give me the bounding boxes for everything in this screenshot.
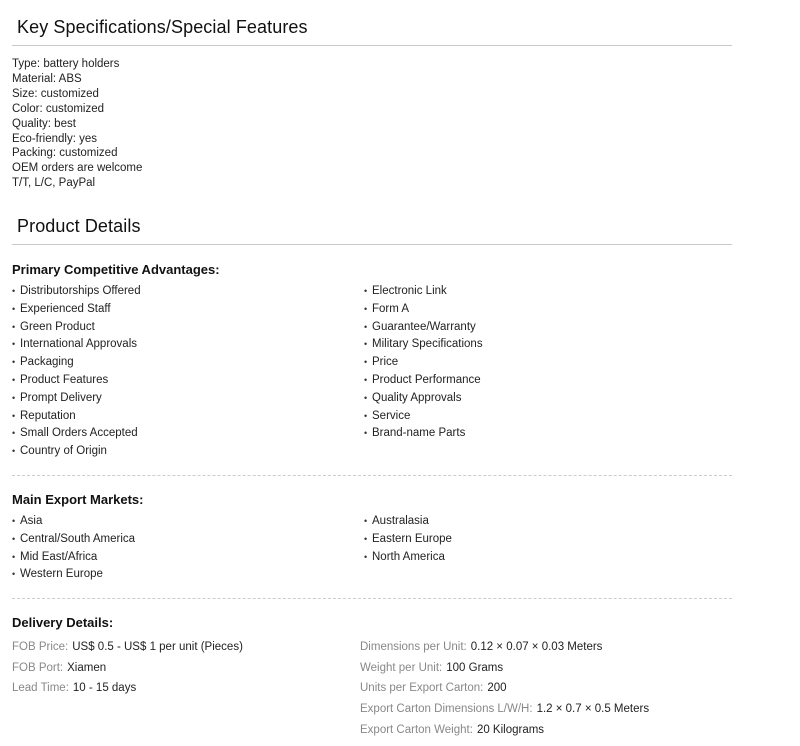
spec-item: Size: customized — [12, 87, 99, 100]
product-details-divider — [12, 244, 732, 245]
markets-list-left — [12, 513, 135, 584]
spec-item: Type: battery holders — [12, 58, 120, 70]
markets-heading: Main Export Markets: — [12, 492, 144, 507]
detail-label: Weight per Unit: — [360, 661, 443, 674]
list-item: • Country of Origin — [12, 443, 141, 461]
list-item: • Quality Approvals — [364, 390, 483, 408]
markets-divider — [12, 598, 732, 599]
list-item: • Guarantee/Warranty — [364, 319, 483, 337]
detail-value: 20 Kilograms — [476, 723, 545, 736]
detail-value: 100 Grams — [446, 661, 504, 674]
delivery-heading: Delivery Details: — [12, 615, 114, 630]
detail-row — [360, 720, 649, 741]
key-specs-divider — [12, 45, 732, 46]
spec-item: Quality: best — [12, 117, 76, 130]
list-item: • Military Specifications — [364, 336, 483, 354]
product-details-heading: Product Details — [17, 216, 141, 236]
list-item: • Product Performance — [364, 372, 483, 390]
detail-label: Export Carton Weight: — [360, 723, 473, 736]
list-item: • Asia — [12, 513, 135, 531]
list-item: • Mid East/Africa — [12, 549, 135, 567]
detail-row — [12, 678, 243, 699]
detail-value: 0.12 × 0.07 × 0.03 Meters — [470, 641, 603, 653]
list-item: • Small Orders Accepted — [12, 425, 141, 443]
list-item: • Price — [364, 354, 483, 372]
list-item: • Reputation — [12, 408, 141, 426]
advantages-list-left — [12, 283, 141, 461]
detail-row — [12, 658, 243, 679]
key-specs-heading: Key Specifications/Special Features — [17, 17, 308, 37]
key-specs-list — [12, 57, 142, 191]
list-item: • Western Europe — [12, 566, 135, 584]
detail-label: Dimensions per Unit: — [360, 641, 467, 653]
detail-row — [360, 637, 649, 658]
advantages-list-right — [364, 283, 483, 443]
detail-label: Units per Export Carton: — [360, 682, 484, 695]
advantages-heading: Primary Competitive Advantages: — [12, 262, 220, 277]
list-item: • Green Product — [12, 319, 141, 337]
detail-row — [360, 678, 649, 699]
detail-row — [360, 699, 649, 720]
list-item: • North America — [364, 549, 452, 567]
delivery-details-right — [360, 637, 649, 741]
list-item: • Australasia — [364, 513, 452, 531]
detail-label: Export Carton Dimensions L/W/H: — [360, 703, 533, 716]
list-item: • Central/South America — [12, 531, 135, 549]
spec-item: T/T, L/C, PayPal — [12, 177, 96, 190]
list-item: • Form A — [364, 301, 483, 319]
detail-row — [12, 637, 243, 658]
advantages-divider — [12, 475, 732, 476]
list-item: • Distributorships Offered — [12, 283, 141, 301]
list-item: • Eastern Europe — [364, 531, 452, 549]
list-item: • Experienced Staff — [12, 301, 141, 319]
spec-item: OEM orders are welcome — [12, 162, 143, 175]
list-item: • International Approvals — [12, 336, 141, 354]
spec-item: Eco-friendly: yes — [12, 132, 98, 145]
detail-label: Lead Time: — [12, 682, 69, 695]
list-item: • Service — [364, 408, 483, 426]
detail-value: 1.2 × 0.7 × 0.5 Meters — [536, 703, 650, 716]
spec-item: Material: ABS — [12, 72, 82, 85]
detail-value: US$ 0.5 - US$ 1 per unit (Pieces) — [72, 641, 243, 653]
detail-value: Xiamen — [67, 661, 107, 674]
markets-list-right — [364, 513, 452, 566]
detail-value: 10 - 15 days — [72, 682, 137, 695]
spec-item: Packing: customized — [12, 147, 118, 160]
list-item: • Brand-name Parts — [364, 425, 483, 443]
list-item: • Electronic Link — [364, 283, 483, 301]
detail-label: FOB Price: — [12, 641, 69, 653]
detail-label: FOB Port: — [12, 661, 64, 674]
list-item: • Packaging — [12, 354, 141, 372]
list-item: • Prompt Delivery — [12, 390, 141, 408]
detail-row — [360, 658, 649, 679]
detail-value: 200 — [487, 682, 507, 695]
list-item: • Product Features — [12, 372, 141, 390]
spec-item: Color: customized — [12, 102, 105, 115]
delivery-details-left — [12, 637, 243, 699]
